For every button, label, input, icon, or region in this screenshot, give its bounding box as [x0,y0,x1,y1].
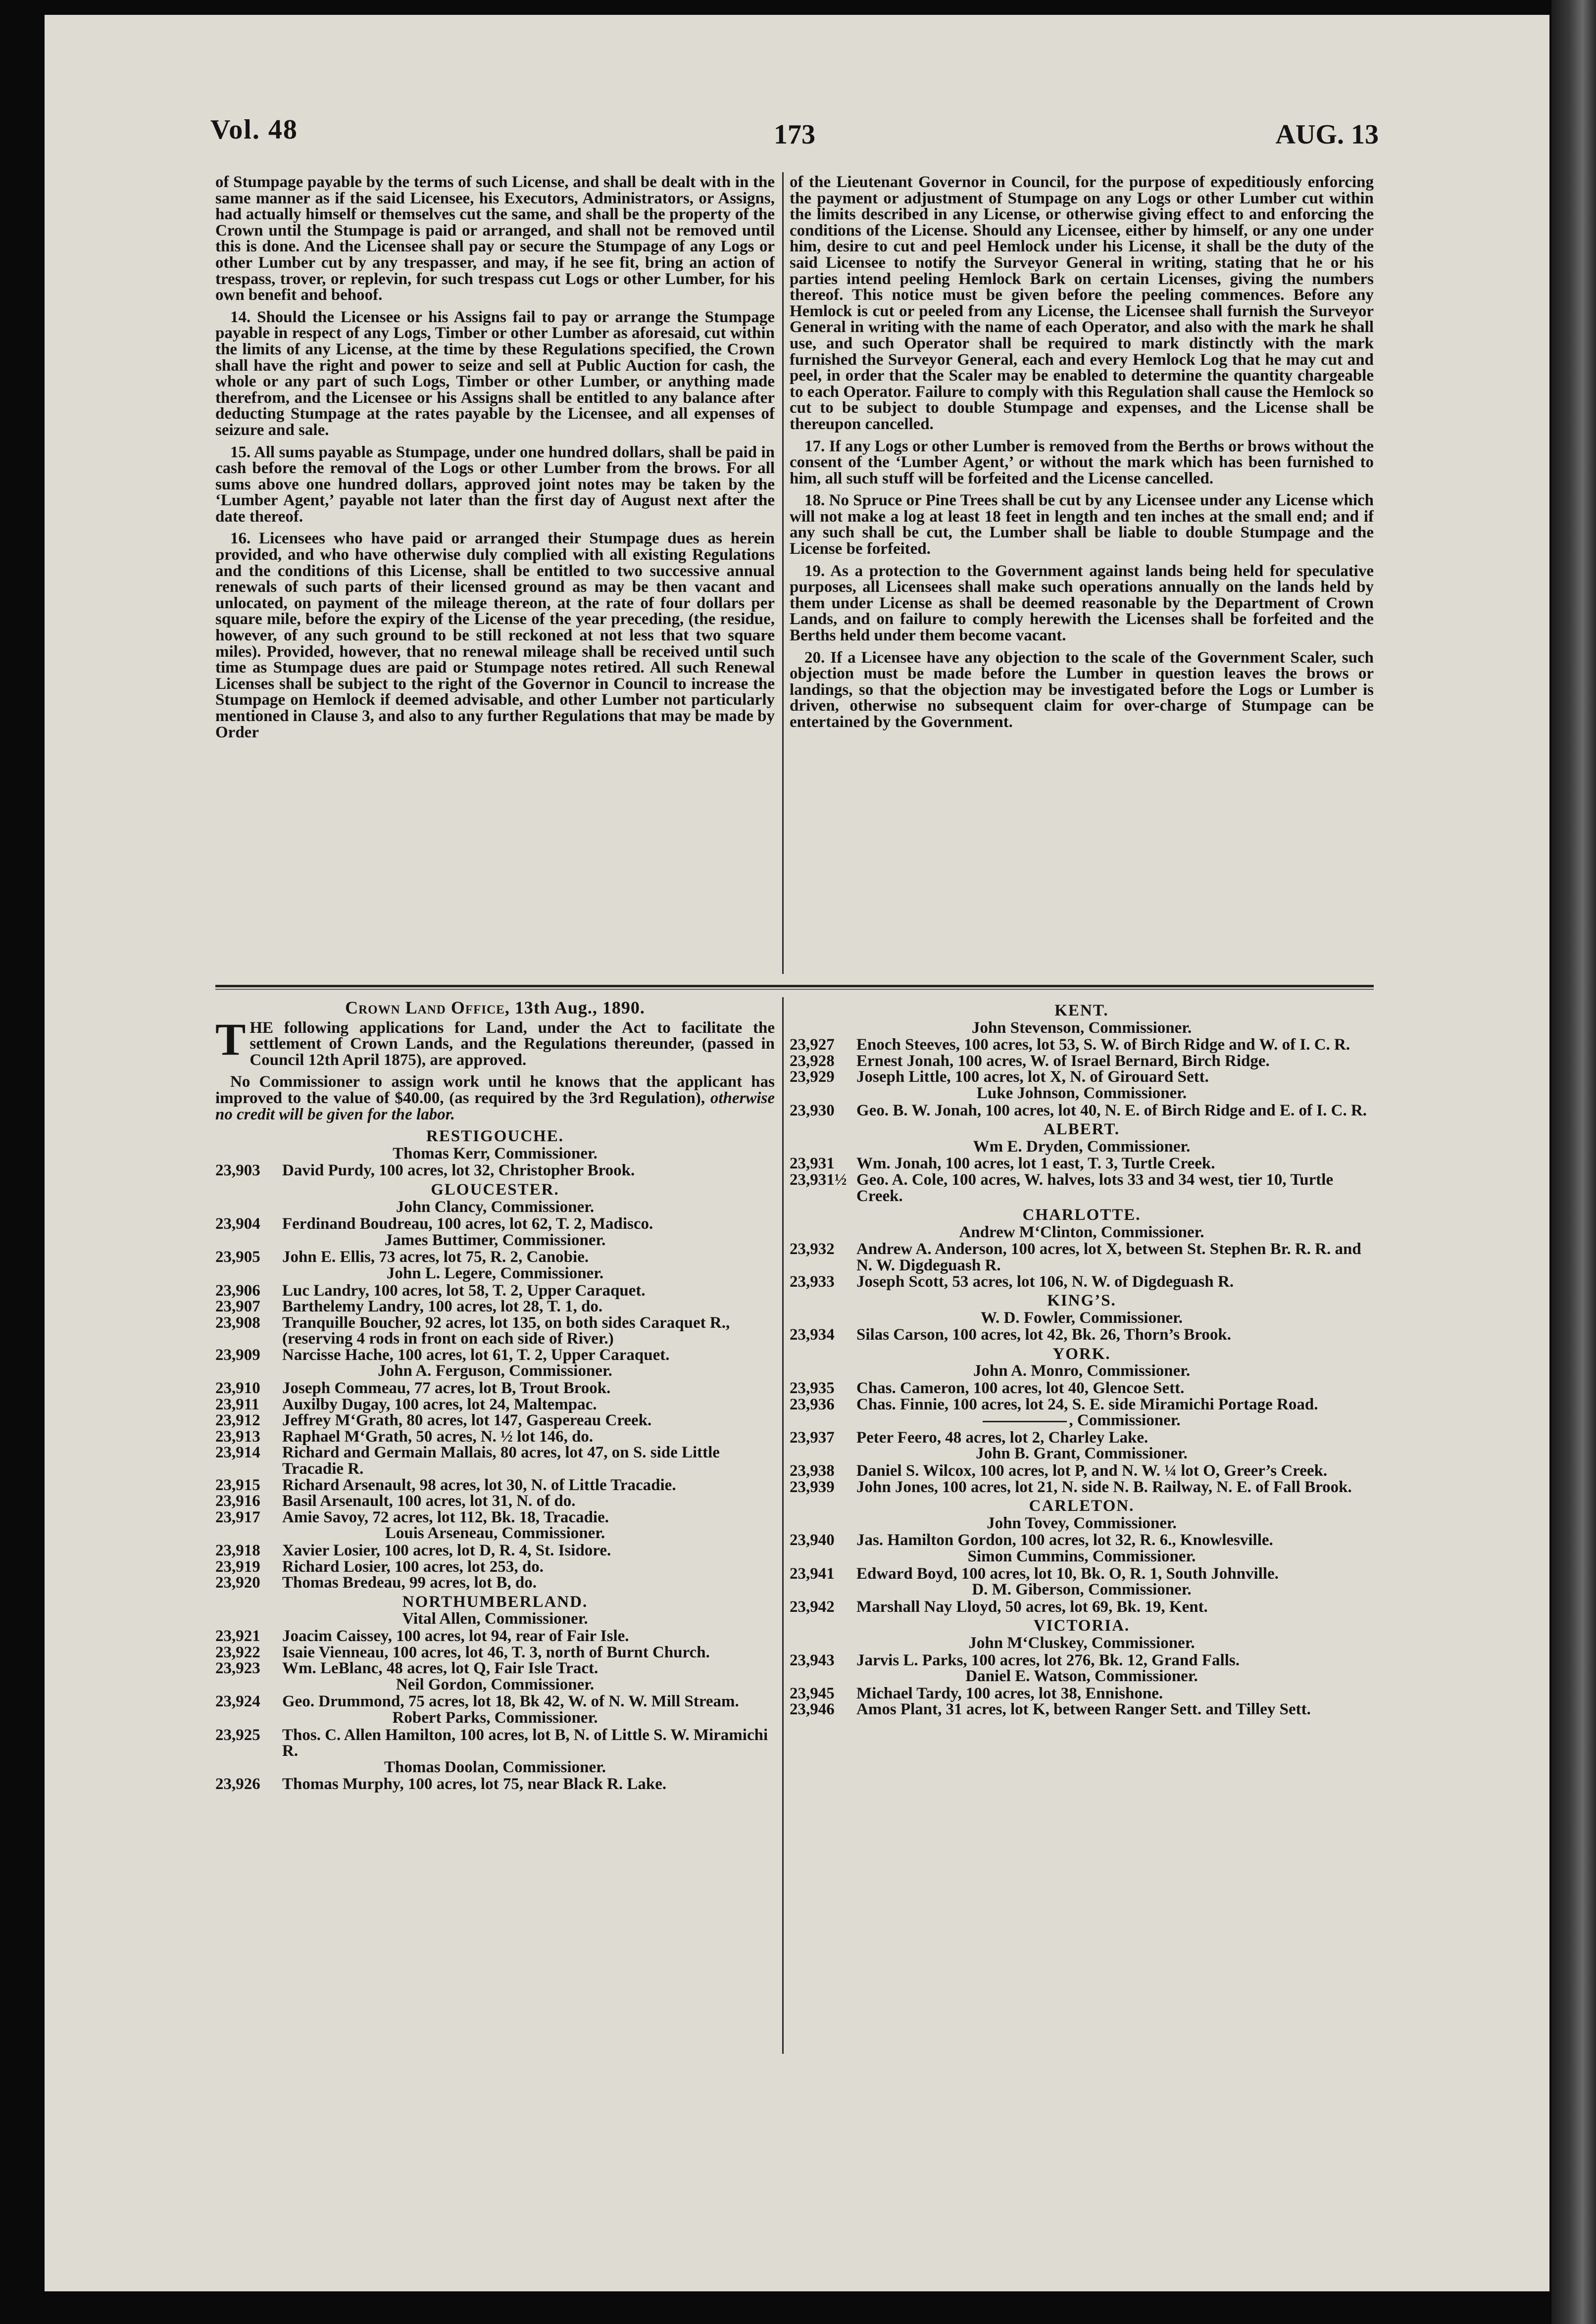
page-number: 173 [774,119,815,150]
commissioner-suffix: , Commissioner. [1069,1411,1181,1430]
column-divider [782,997,784,2054]
list-item [790,1241,1374,1273]
list-item [215,1660,775,1677]
application-text: Tranquille Boucher, 92 acres, lot 135, on both sides Caraquet R., (reserving 4 rods in front on each side of River.) [282,1313,730,1348]
application-text: Richard Losier, 100 acres, lot 253, do. [282,1557,544,1576]
application-number: 23,941 [790,1564,835,1583]
application-text: Joseph Commeau, 77 acres, lot B, Trout Brook. [282,1379,611,1398]
commissioner-name: John L. Legere, Commissioner. [386,1264,604,1282]
list-item [215,1727,775,1759]
list-item [790,1701,1374,1718]
regulation-14: 14. Should the Licensee or his Assigns fail to pay or arrange the Stumpage payable in respect of any Logs, Timber or other Lumber as aforesaid, cut within the limits of any License, at the time by these Regulations specified, the Crown shall have the right and power to seize and sell at Public Auction for cash, the whole or any part of such Logs, Timber or other Lumber, or anything made therefrom, and the Licensee or his Assigns shall be entitled to any balance after deducting Stumpage at the rates payable by the Licensee, and all expenses of seizure and sale. [215,308,775,439]
notice-date: , 13th Aug., 1890. [504,1000,645,1017]
drop-cap: T [215,1014,246,1065]
application-text: Marshall Nay Lloyd, 50 acres, lot 69, Bk. 19, Kent. [856,1598,1208,1616]
notice-office-name: Crown Land Office [345,1000,505,1017]
application-number: 23,908 [215,1313,260,1332]
application-text: Joacim Caissey, 100 acres, lot 94, rear of Fair Isle. [282,1627,629,1645]
list-item [790,1532,1374,1549]
list-item [790,1380,1374,1397]
list-item [790,1103,1374,1119]
application-text: Amos Plant, 31 acres, lot K, between Ranger Sett. and Tilley Sett. [856,1700,1311,1719]
list-item [215,1694,775,1710]
application-number: 23,919 [215,1557,260,1576]
commissioner-name: W. D. Fowler, Commissioner. [981,1308,1183,1327]
list-item [215,1445,775,1477]
application-text: John Jones, 100 acres, lot 21, N. side N. B. Railway, N. E. of Fall Brook. [856,1478,1352,1496]
application-number: 23,912 [215,1411,260,1430]
application-number: 23,932 [790,1240,835,1259]
application-number: 23,938 [790,1462,835,1480]
county-heading: KENT. [1054,1002,1109,1019]
county-heading: ALBERT. [1043,1120,1120,1139]
application-number: 23,914 [215,1444,260,1462]
application-text: Narcisse Hache, 100 acres, lot 61, T. 2, Upper Caraquet. [282,1346,670,1364]
regulations-column-left [215,174,775,978]
regulation-17: 17. If any Logs or other Lumber is removed from the Berths or brows without the consent of the ‘Lumber Agent,’ or without the mark which has been furnished to him, all such stuff will be forfeited and the License cancelled. [790,437,1374,487]
list-item [790,1069,1374,1085]
application-text: Thomas Murphy, 100 acres, lot 75, near Black R. Lake. [282,1775,667,1793]
commissioner-name: Luke Johnson, Commissioner. [976,1084,1187,1102]
application-text: Jeffrey M‘Grath, 80 acres, lot 147, Gaspereau Creek. [282,1411,652,1430]
county-heading: GLOUCESTER. [431,1180,559,1199]
application-number: 23,910 [215,1379,260,1398]
commissioner-name: John Tovey, Commissioner. [987,1514,1177,1532]
county-heading: YORK. [1052,1345,1111,1363]
application-number: 23,903 [215,1162,260,1180]
application-number: 23,929 [790,1068,835,1086]
list-item [790,1430,1374,1446]
regulation-15: 15. All sums payable as Stumpage, under one hundred dollars, shall be paid in cash before the removal of the Logs or other Lumber from the brows. For all sums above one hundred dollars, approved joint notes may be taken by the ‘Lumber Agent,’ payable not later than the first day of August next after the date thereof. [215,443,775,526]
application-number: 23,906 [215,1281,260,1300]
application-text: Enoch Steeves, 100 acres, lot 53, S. W. of Birch Ridge and W. of I. C. R. [856,1036,1350,1054]
list-item [215,1575,775,1591]
list-item [215,1776,775,1792]
list-item [215,1283,775,1299]
notice-intro-text: HE following applications for Land, under the Act to facilitate the settlement of Crown Lands, and the Regulations thereunder, (passed in Council 12th April 1875), are approved. [249,1018,775,1069]
newspaper-page [45,15,1549,2291]
county-heading: CARLETON. [1029,1497,1135,1515]
application-number: 23,925 [215,1726,260,1744]
application-text: Ernest Jonah, 100 acres, W. of Israel Bernard, Birch Ridge. [856,1052,1270,1070]
application-text: Raphael M‘Grath, 50 acres, N. ½ lot 146, do. [282,1427,594,1446]
list-item [790,1156,1374,1172]
blank-commissioner-rule [983,1421,1067,1422]
application-number: 23,915 [215,1476,260,1494]
regulation-19: 19. As a protection to the Government against lands being held for speculative purposes, all Licensees shall make such operations annually on the lands held by them under License as shall be deemed reasonable by the Department of Crown Lands, and on failure to comply herewith the Licenses shall be forfeited and the Berths held under them become vacant. [790,562,1374,645]
application-number: 23,927 [790,1036,835,1054]
application-text: Wm. LeBlanc, 48 acres, lot Q, Fair Isle Tract. [282,1659,598,1678]
list-item [790,1652,1374,1669]
application-text: Ferdinand Boudreau, 100 acres, lot 62, T. 2, Madisco. [282,1215,653,1233]
commissioner-name: Simon Cummins, Commissioner. [967,1548,1196,1565]
application-text: David Purdy, 100 acres, lot 32, Christopher Brook. [282,1162,635,1180]
application-number: 23,917 [215,1508,260,1526]
application-text: Peter Feero, 48 acres, lot 2, Charley Lake. [856,1428,1148,1447]
commissioner-name: John Stevenson, Commissioner. [971,1018,1192,1037]
notice-note-italic: otherwise no credit will be given for the labor. [215,1089,775,1123]
application-text: Wm. Jonah, 100 acres, lot 1 east, T. 3, Turtle Creek. [856,1155,1215,1173]
application-text: Jas. Hamilton Gordon, 100 acres, lot 32, R. 6., Knowlesville. [856,1531,1273,1549]
application-text: Auxilby Dugay, 100 acres, lot 24, Maltempac. [282,1395,597,1413]
application-number: 23,935 [790,1379,835,1398]
notice-note-text: No Commissioner to assign work until he knows that the applicant has improved to the value of $40.00, (as required by the 3rd Regulation), [215,1073,775,1107]
application-text: Richard Arsenault, 98 acres, lot 30, N. of Little Tracadie. [282,1476,676,1494]
list-item [215,1397,775,1413]
list-item [790,1566,1374,1582]
application-text: Andrew A. Anderson, 100 acres, lot X, between St. Stephen Br. R. R. and N. W. Digdeguash R. [856,1240,1361,1274]
application-number: 23,920 [215,1574,260,1592]
county-heading: NORTHUMBERLAND. [402,1593,588,1611]
application-text: Amie Savoy, 72 acres, lot 112, Bk. 18, Tracadie. [282,1508,609,1526]
commissioner-name: Robert Parks, Commissioner. [392,1708,598,1727]
commissioner-name: John B. Grant, Commissioner. [976,1445,1188,1463]
regulation-paragraph: of Stumpage payable by the terms of such License, and shall be dealt with in the same manner as if the said Licensee, his Executors, Administrators, or Assigns, had actually himself or themselves cut the same, and shall be the property of the Crown until the Stumpage is paid or arranged, and shall not be removed until this is done. And the Licensee shall pay or secure the Stumpage of any Logs or other Lumber cut by any trespasser, and may, if he see fit, bring an action of trespass, trover, or replevin, for such trespass cut Logs or other Lumber, for his own benefit and behoof. [215,174,775,304]
application-text: Joseph Scott, 53 acres, lot 106, N. W. of Digdeguash R. [856,1272,1234,1291]
commissioner-name: Vital Allen, Commissioner. [402,1610,588,1628]
application-number: 23,945 [790,1684,835,1702]
application-text: Thomas Bredeau, 99 acres, lot B, do. [282,1574,537,1592]
list-item [215,1380,775,1397]
list-item [790,1479,1374,1496]
commissioner-name: Wm E. Dryden, Commissioner. [973,1137,1191,1156]
list-item [790,1327,1374,1343]
list-item [790,1037,1374,1053]
application-text: Joseph Little, 100 acres, lot X, N. of Girouard Sett. [856,1068,1209,1086]
list-item [215,1299,775,1315]
list-item [215,1543,775,1559]
list-item [790,1274,1374,1290]
list-item [215,1162,775,1179]
application-text: John E. Ellis, 73 acres, lot 75, R. 2, Canobie. [282,1248,589,1266]
application-number: 23,939 [790,1478,835,1496]
application-number: 23,928 [790,1052,835,1070]
application-number: 23,936 [790,1395,835,1413]
commissioner-name: Louis Arseneau, Commissioner. [385,1524,605,1543]
application-text: Luc Landry, 100 acres, lot 58, T. 2, Upper Caraquet. [282,1281,646,1300]
notice-note [215,1074,775,1122]
application-number: 23,946 [790,1700,835,1719]
application-text: Thos. C. Allen Hamilton, 100 acres, lot B, N. of Little S. W. Miramichi R. [282,1726,768,1760]
regulation-16: 16. Licensees who have paid or arranged their Stumpage dues as herein provided, and who have otherwise duly complied with all existing Regulations and the conditions of this License, shall be entitled to two successive annual renewals of such parts of their licensed ground as may be then vacant and unlocated, on payment of the mileage thereon, at the rate of four dollars per square mile, before the expiry of the License of the year preceding, (the residue, however, of any such ground to be still reckoned at not less that two square miles). Provided, however, that no renewal mileage shall be received until such time as Stumpage dues are paid or Stumpage notes retired. All such Renewal Licenses shall be subject to the right of the Governor in Council to increase the Stumpage on Hemlock if deemed advisable, and other Lumber not particularly mentioned in Clause 3, and also to any further Regulations that may be made by Order [215,530,775,741]
application-text: Daniel S. Wilcox, 100 acres, lot P, and N. W. ¼ lot O, Greer’s Creek. [856,1462,1328,1480]
list-item [790,1172,1374,1204]
regulations-column-right [790,174,1374,978]
county-heading: CHARLOTTE. [1022,1206,1141,1224]
commissioner-name: John Clancy, Commissioner. [396,1198,595,1216]
list-item [215,1477,775,1494]
application-number: 23,934 [790,1326,835,1344]
application-number: 23,937 [790,1428,835,1447]
land-applications-right [790,1000,1374,2054]
county-heading: KING’S. [1047,1292,1116,1310]
application-number: 23,930 [790,1101,835,1119]
application-number: 23,911 [215,1395,259,1413]
application-number: 23,931½ [790,1170,847,1189]
commissioner-name: Neil Gordon, Commissioner. [396,1675,595,1694]
list-item [215,1249,775,1265]
application-text: Geo. A. Cole, 100 acres, W. halves, lots 33 and 34 west, tier 10, Turtle Creek. [856,1170,1334,1205]
application-text: Geo. Drummond, 75 acres, lot 18, Bk 42, W. of N. W. Mill Stream. [282,1693,739,1711]
list-item [790,1463,1374,1479]
application-text: Barthelemy Landry, 100 acres, lot 28, T. 1, do. [282,1298,603,1316]
list-item [215,1493,775,1509]
list-item [215,1412,775,1429]
county-heading: VICTORIA. [1033,1617,1130,1635]
section-divider-thin [215,989,1374,990]
application-number: 23,926 [215,1775,260,1793]
application-text: Isaie Vienneau, 100 acres, lot 46, T. 3, north of Burnt Church. [282,1643,710,1661]
application-number: 23,942 [790,1598,835,1616]
list-item [215,1509,775,1526]
application-number: 23,943 [790,1651,835,1669]
application-number: 23,924 [215,1693,260,1711]
application-number: 23,907 [215,1298,260,1316]
application-number: 23,916 [215,1492,260,1510]
list-item [215,1429,775,1445]
application-text: Xavier Losier, 100 acres, lot D, R. 4, St. Isidore. [282,1542,611,1559]
list-item [215,1628,775,1645]
list-item [215,1216,775,1232]
application-number: 23,921 [215,1627,260,1645]
page-header [210,114,1379,158]
application-text: Chas. Cameron, 100 acres, lot 40, Glencoe Sett. [856,1379,1185,1398]
application-number: 23,940 [790,1531,835,1549]
regulation-20: 20. If a Licensee have any objection to the scale of the Government Scaler, such objection must be made before the Lumber in question leaves the brows or landings, so that the objection may be investigated before the Logs or Lumber is driven, otherwise no subsequent claim for over-charge of Stumpage can be entertained by the Government. [790,648,1374,731]
issue-date: AUG. 13 [1275,119,1379,150]
commissioner-name: Daniel E. Watson, Commissioner. [965,1667,1198,1686]
application-number: 23,922 [215,1643,260,1661]
application-number: 23,909 [215,1346,260,1364]
application-number: 23,931 [790,1155,835,1173]
column-divider [782,172,784,974]
commissioner-name: John M‘Cluskey, Commissioner. [968,1634,1195,1652]
application-number: 23,905 [215,1248,260,1266]
list-item [215,1347,775,1363]
application-text: Michael Tardy, 100 acres, lot 38, Ennishone. [856,1684,1163,1702]
commissioner-name: Andrew M‘Clinton, Commissioner. [959,1223,1204,1241]
application-text: Chas. Finnie, 100 acres, lot 24, S. E. side Miramichi Portage Road. [856,1395,1318,1413]
list-item [790,1686,1374,1702]
application-text: Jarvis L. Parks, 100 acres, lot 276, Bk. 12, Grand Falls. [856,1651,1240,1669]
page-edge-shadow [1551,0,1596,2324]
application-text: Geo. B. W. Jonah, 100 acres, lot 40, N. E. of Birch Ridge and E. of I. C. R. [856,1101,1367,1119]
application-text: Richard and Germain Mallais, 80 acres, lot 47, on S. side Little Tracadie R. [282,1444,720,1478]
commissioner-name: Thomas Doolan, Commissioner. [384,1758,606,1776]
volume-label: Vol. 48 [210,114,298,145]
list-item [790,1599,1374,1615]
regulation-18: 18. No Spruce or Pine Trees shall be cut by any Licensee under any License which will not make a log at least 18 feet in length and ten inches at the small end; and if any such shall be cut, the Lumber shall be liable to double Stumpage and the License be forfeited. [790,491,1374,558]
list-item [790,1397,1374,1413]
application-number: 23,923 [215,1659,260,1678]
notice-intro [215,1014,775,1069]
list-item [215,1315,775,1347]
application-number: 23,933 [790,1272,835,1291]
commissioner-name: Thomas Kerr, Commissioner. [393,1144,598,1162]
commissioner-name: James Buttimer, Commissioner. [384,1231,606,1249]
list-item [790,1053,1374,1069]
regulation-paragraph: of the Lieutenant Governor in Council, for the purpose of expeditiously enforcing the payment or adjustment of Stumpage on any Logs or other Lumber cut within the limits described in any License, or otherwise giving effect to and enforcing the conditions of the License. Should any Licensee, either by himself, or any one under him, desire to cut and peel Hemlock under his License, it shall be the duty of the said Licensee to notify the Surveyor General in writing, stating that he or his parties intend peeling Hemlock Bark on certain Licenses, giving the numbers thereof. This notice must be given before the peeling commences. Before any Hemlock is cut or peeled from any License, the Licensee shall furnish the Surveyor General in writing with the name of each Operator, and also with the mark he shall use, and such Operator shall be required to mark distinctly with the mark furnished the Surveyor General, each and every Hemlock Log that he may cut and peel, in order that the Scaler may be enabled to determine the quantity chargeable to each Operator. Failure to comply with this Regulation shall cause the Hemlock so cut to be subject to double Stumpage and expenses, and the License shall be thereupon cancelled. [790,174,1374,433]
list-item [215,1645,775,1661]
application-number: 23,904 [215,1215,260,1233]
commissioner-name [790,1412,1374,1429]
notice-title [215,1000,775,1016]
application-number: 23,918 [215,1542,260,1559]
county-heading: RESTIGOUCHE. [426,1127,564,1146]
land-applications-left [215,1000,775,2054]
commissioner-name: John A. Ferguson, Commissioner. [378,1362,612,1380]
application-text: Basil Arsenault, 100 acres, lot 31, N. of do. [282,1492,576,1510]
commissioner-name: John A. Monro, Commissioner. [973,1362,1191,1380]
application-text: Edward Boyd, 100 acres, lot 10, Bk. O, R. 1, South Johnville. [856,1564,1279,1583]
list-item [215,1559,775,1575]
application-text: Silas Carson, 100 acres, lot 42, Bk. 26, Thorn’s Brook. [856,1326,1231,1344]
section-divider [215,985,1374,987]
commissioner-name: D. M. Giberson, Commissioner. [972,1581,1192,1599]
application-number: 23,913 [215,1427,260,1446]
